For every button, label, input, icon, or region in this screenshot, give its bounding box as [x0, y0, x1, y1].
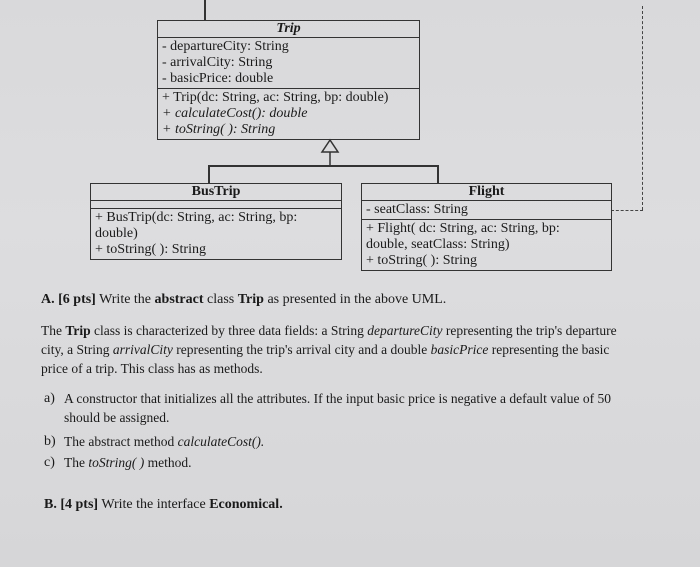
flight-attr-seatclass: - seatClass: String: [366, 202, 468, 217]
desc-text: representing the trip's arrival city and a double: [176, 342, 428, 357]
desc-text: representing the trip's departure: [445, 323, 617, 338]
description-line-3: [41, 359, 691, 378]
desc-text: city, a String: [41, 342, 110, 357]
list-a-line-2: should be assigned.: [64, 410, 170, 425]
description-line-2: [41, 340, 691, 359]
list-c-pre: The: [64, 455, 85, 470]
desc-arrival-city: arrivalCity: [112, 342, 173, 357]
question-a-abstract: abstract: [154, 292, 204, 307]
bustrip-methods: [91, 209, 341, 259]
description-line-1: [41, 321, 691, 340]
list-b-text: [64, 432, 664, 451]
flight-method-tostring: + toString( ): String: [366, 253, 477, 268]
question-b-points: [4 pts]: [60, 497, 99, 512]
desc-text: class is characterized by three data fields: a String: [94, 323, 364, 338]
bustrip-class-name: BusTrip: [91, 184, 341, 201]
list-c-label: c): [44, 455, 55, 470]
bustrip-attributes: [91, 201, 341, 209]
flight-methods: [362, 220, 611, 270]
bustrip-method-constructor-1: + BusTrip(dc: String, ac: String, bp:: [95, 210, 298, 225]
trip-attr-departure: - departureCity: String: [162, 39, 289, 54]
trip-method-constructor: + Trip(dc: String, ac: String, bp: double): [162, 90, 389, 105]
question-a-text-mid: class: [207, 292, 235, 307]
inheritance-right-drop: [437, 165, 439, 183]
flight-class-name: Flight: [362, 184, 611, 201]
list-a-line-1: A constructor that initializes all the attributes. If the input basic price is negative a default value of 50: [64, 391, 611, 406]
flight-method-constructor-2: double, seatClass: String): [366, 237, 510, 252]
trip-class-name: Trip: [158, 21, 419, 38]
question-a-text-pre: Write the: [99, 292, 152, 307]
flight-attributes: [362, 201, 611, 220]
dashed-vertical-line: [642, 6, 643, 210]
question-b-label: B.: [44, 497, 57, 512]
trip-method-tostring: + toString( ): String: [162, 122, 276, 137]
question-a-points: [6 pts]: [58, 292, 96, 307]
desc-trip: Trip: [65, 323, 91, 338]
trip-attr-price: - basicPrice: double: [162, 71, 274, 86]
trip-method-calculate: + calculateCost(): double: [162, 106, 308, 121]
trip-attr-arrival: - arrivalCity: String: [162, 55, 273, 70]
uml-class-flight: [361, 183, 612, 271]
desc-text: representing the basic: [491, 342, 610, 357]
top-connector-line: [204, 0, 206, 20]
question-b-text: Write the interface: [101, 497, 206, 512]
desc-departure-city: departureCity: [367, 323, 443, 338]
question-a-label: A.: [41, 292, 55, 307]
bustrip-method-constructor-2: double): [95, 226, 138, 241]
trip-methods: [158, 89, 419, 139]
inheritance-horizontal-line: [208, 165, 438, 167]
inheritance-arrow-icon: [310, 138, 350, 168]
question-a: [41, 290, 681, 309]
list-c-text: [64, 453, 664, 472]
question-a-text-post: as presented in the above UML.: [267, 292, 447, 307]
list-c-post: method.: [147, 455, 192, 470]
flight-method-constructor-1: + Flight( dc: String, ac: String, bp:: [366, 221, 560, 236]
trip-attributes: [158, 38, 419, 89]
question-a-class: Trip: [237, 292, 264, 307]
list-a-label: a): [44, 391, 55, 406]
uml-class-bustrip: [90, 183, 342, 260]
list-b-label: b): [44, 434, 56, 449]
bustrip-method-tostring: + toString( ): String: [95, 242, 206, 257]
dashed-horizontal-line: [611, 210, 643, 211]
inheritance-left-drop: [208, 165, 210, 183]
desc-text: price of a trip. This class has as methods.: [41, 361, 263, 376]
list-c-method: toString( ): [88, 455, 145, 470]
list-b-method: calculateCost().: [177, 434, 265, 449]
uml-class-trip: [157, 20, 420, 140]
desc-basic-price: basicPrice: [430, 342, 489, 357]
question-b-interface: Economical.: [209, 497, 283, 512]
desc-text: The: [41, 323, 62, 338]
list-b-pre: The abstract method: [64, 434, 175, 449]
question-b: [44, 495, 644, 514]
